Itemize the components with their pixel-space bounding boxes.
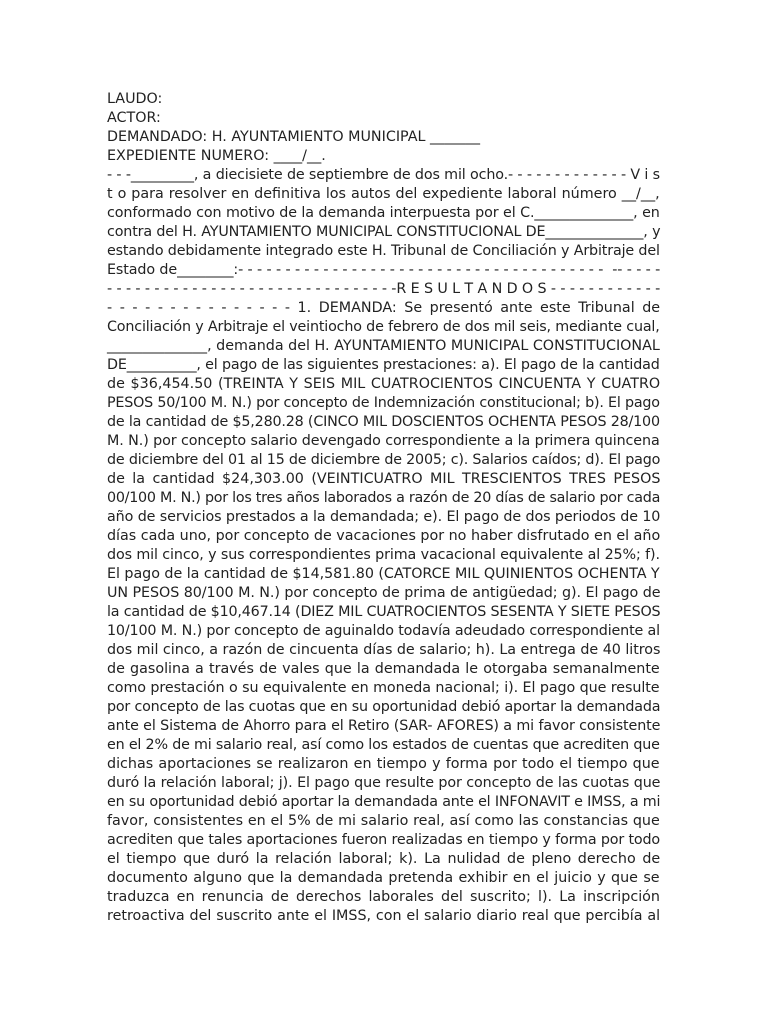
- text-line: t o para resolver en definitiva los autos del expediente laboral número __/__,: [107, 186, 660, 202]
- actor-label: ACTOR:: [107, 110, 161, 126]
- expediente-line: EXPEDIENTE NUMERO: ____/__.: [107, 148, 326, 164]
- text-line: - - -_________, a diecisiete de septiembre de dos mil ocho.- - - - - - - - - - - - - V i s: [107, 167, 660, 183]
- text-line: en el 2% de mi salario real, así como los estados de cuentas que acrediten que: [107, 737, 660, 753]
- text-line: traduzca en renuncia de derechos laborales del suscrito; l). La inscripción: [107, 889, 660, 905]
- text-line: dos mil cinco, y sus correspondientes prima vacacional equivalente al 25%; f).: [107, 547, 660, 563]
- text-line: dos mil cinco, a razón de cincuenta días de salario; h). La entrega de 40 litros: [107, 642, 661, 658]
- text-line: días cada uno, por concepto de vacaciones por no haber disfrutado en el año: [107, 528, 661, 544]
- text-line: El pago de la cantidad de $14,581.80 (CATORCE MIL QUINIENTOS OCHENTA Y: [107, 566, 660, 582]
- text-line: de diciembre del 01 al 15 de diciembre de 2005; c). Salarios caídos; d). El pago: [107, 452, 661, 468]
- text-line: contra del H. AYUNTAMIENTO MUNICIPAL CONSTITUCIONAL DE______________, y: [107, 224, 661, 240]
- text-line: 10/100 M. N.) por concepto de aguinaldo todavía adeudado correspondiente al: [107, 623, 660, 639]
- text-line: duró la relación laboral; j). El pago que resulte por concepto de las cuotas que: [107, 775, 661, 791]
- text-line: de la cantidad de $5,280.28 (CINCO MIL DOSCIENTOS OCHENTA PESOS 28/100: [107, 414, 660, 430]
- text-line: Estado de________:- - - - - - - - - - - - - - - - - - - - - - - - - - - - - - - - - - - - - - - -- - - - -: [107, 262, 661, 278]
- text-line: el tiempo que duró la relación laboral; k). La nulidad de pleno derecho de: [107, 851, 661, 867]
- text-line: estando debidamente integrado este H. Tribunal de Conciliación y Arbitraje del: [107, 243, 660, 259]
- text-line: UN PESOS 80/100 M. N.) por concepto de prima de antigüedad; g). El pago de: [107, 585, 661, 601]
- text-line: documento alguno que la demandada pretenda exhibir en el juicio y que se: [107, 870, 660, 886]
- text-line: retroactiva del suscrito ante el IMSS, con el salario diario real que percibía al: [107, 908, 661, 924]
- text-line: de gasolina a través de vales que la demandada le otorgaba semanalmente: [107, 661, 660, 677]
- text-line: - - - - - - - - - - - - - - - - - - - - - - - - - - - - - - -R E S U L T A N D O S - - - - - - - - - - - -: [107, 281, 661, 297]
- text-line: por concepto de las cuotas que en su oportunidad debió aportar la demandada: [107, 699, 661, 715]
- text-line: como prestación o su equivalente en moneda nacional; i). El pago que resulte: [107, 680, 660, 696]
- document-body: [107, 90, 660, 926]
- document-text-block: [107, 166, 660, 926]
- text-line: de la cantidad $24,303.00 (VEINTICUATRO MIL TRESCIENTOS TRES PESOS: [107, 471, 661, 487]
- text-line: de $36,454.50 (TREINTA Y SEIS MIL CUATROCIENTOS CINCUENTA Y CUATRO: [107, 376, 661, 392]
- text-line: PESOS 50/100 M. N.) por concepto de Indemnización constitucional; b). El pago: [107, 395, 660, 411]
- text-line: año de servicios prestados a la demandada; e). El pago de dos periodos de 10: [107, 509, 661, 525]
- text-line: - - - - - - - - - - - - - - - 1. DEMANDA: Se presentó ante este Tribunal de: [107, 300, 661, 316]
- text-line: acrediten que tales aportaciones fueron realizadas en tiempo y forma por todo: [107, 832, 660, 848]
- text-line: favor, consistentes en el 5% de mi salario real, así como las constancias que: [107, 813, 660, 829]
- text-line: DE__________, el pago de las siguientes prestaciones: a). El pago de la cantidad: [107, 357, 660, 373]
- text-line: Conciliación y Arbitraje el veintiocho de febrero de dos mil seis, mediante cual,: [107, 319, 660, 335]
- text-line: en su oportunidad debió aportar la demandada ante el INFONAVIT e IMSS, a mi: [107, 794, 661, 810]
- demandado-line: DEMANDADO: H. AYUNTAMIENTO MUNICIPAL _______: [107, 129, 481, 145]
- text-line: ante el Sistema de Ahorro para el Retiro (SAR- AFORES) a mi favor consistente: [107, 718, 661, 734]
- laudo-label: LAUDO:: [107, 91, 163, 107]
- text-line: dichas aportaciones se realizaron en tiempo y forma por todo el tiempo que: [107, 756, 660, 772]
- text-line: conformado con motivo de la demanda interpuesta por el C.______________, en: [107, 205, 660, 221]
- text-line: 00/100 M. N.) por los tres años laborados a razón de 20 días de salario por cada: [107, 490, 661, 506]
- text-line: ______________, demanda del H. AYUNTAMIENTO MUNICIPAL CONSTITUCIONAL: [107, 338, 660, 354]
- text-line: la cantidad de $10,467.14 (DIEZ MIL CUATROCIENTOS SESENTA Y SIETE PESOS: [107, 604, 661, 620]
- text-line: M. N.) por concepto salario devengado correspondiente a la primera quincena: [107, 433, 660, 449]
